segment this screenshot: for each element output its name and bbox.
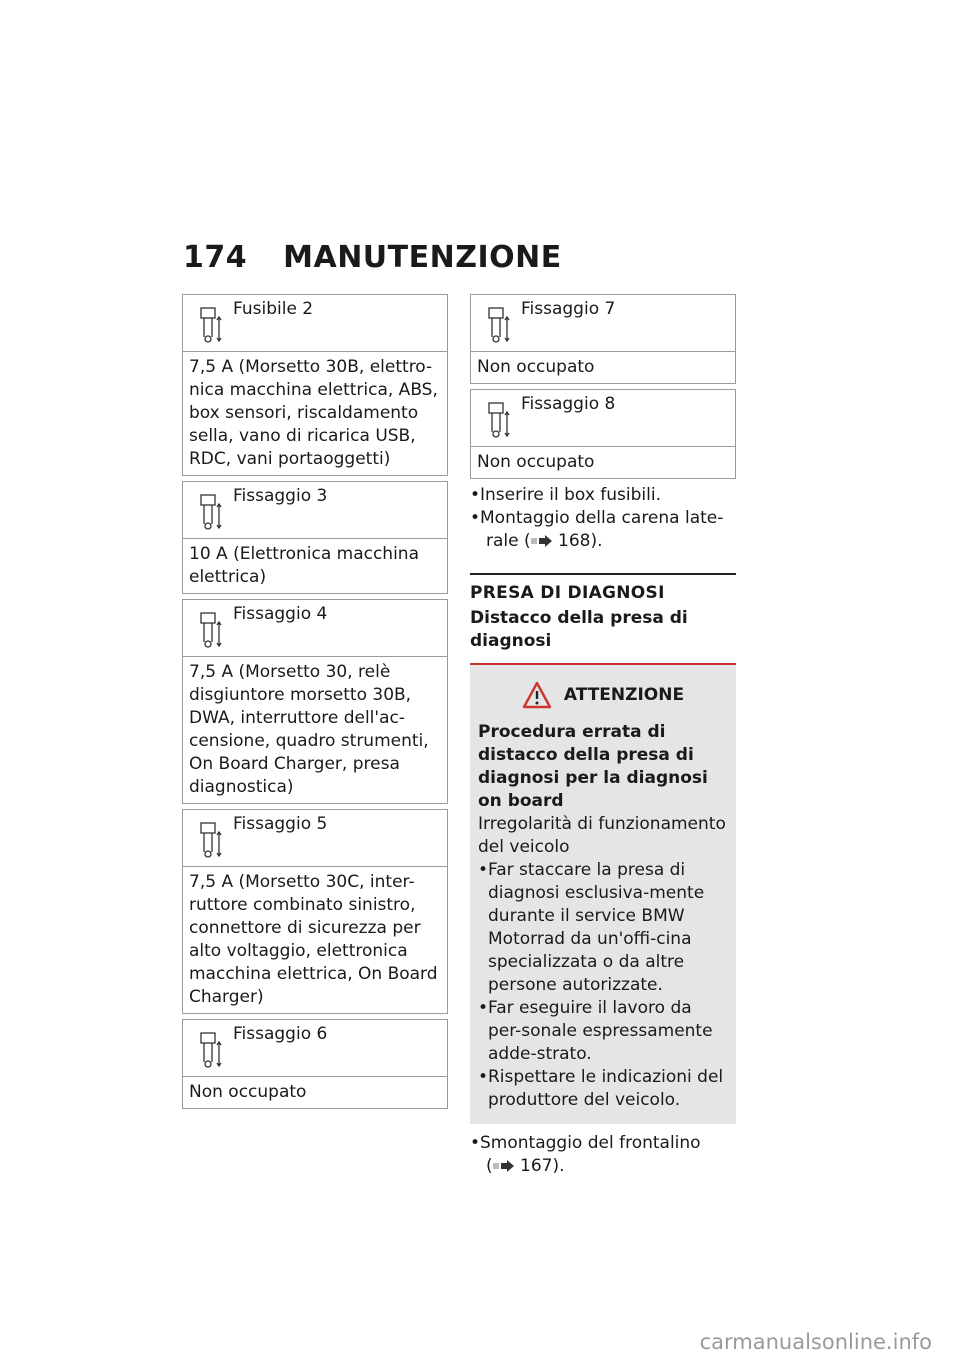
fuse-description: 7,5 A (Morsetto 30C, inter-ruttore combinato sinistro, connettore di sicurezza per alto voltaggio, elettronica macchina elettrica, On Board Charger) xyxy=(189,872,438,1007)
step-insert-fuse-box: • Inserire il box fusibili. xyxy=(470,485,661,505)
fuse-description: Non occupato xyxy=(477,357,595,377)
fuse-header xyxy=(183,810,447,867)
warning-list-item: • Rispettare le indicazioni del produttore del veicolo. xyxy=(478,1067,724,1110)
fuse-title: Fusibile 2 xyxy=(233,299,314,319)
fuse-icon xyxy=(485,307,511,345)
warning-consequence: Irregolarità di funzionamento del veicolo xyxy=(478,814,726,857)
left-column xyxy=(182,294,448,1114)
warning-header xyxy=(478,675,728,715)
section-subtitle: Distacco della presa di diagnosi xyxy=(470,608,688,651)
fuse-title: Fissaggio 7 xyxy=(521,299,616,319)
fuse-header xyxy=(183,295,447,352)
page-number: 174 xyxy=(183,240,248,275)
page-header xyxy=(183,240,562,275)
bullet-dot-icon: • xyxy=(470,1133,481,1153)
watermark: carmanualsonline.info xyxy=(699,1330,932,1354)
warning-list-item: • Far eseguire il lavoro da per-sonale espressamente adde-strato. xyxy=(478,998,713,1064)
page-reference[interactable]: 168). xyxy=(558,531,603,551)
fuse-box xyxy=(182,481,448,594)
fuse-description: 7,5 A (Morsetto 30, relè disgiuntore morsetto 30B, DWA, interruttore dell'ac-censione, quadro strumenti, On Board Charger, presa diagnostica) xyxy=(189,662,429,797)
fuse-title: Fissaggio 8 xyxy=(521,394,616,414)
fuse-title: Fissaggio 6 xyxy=(233,1024,328,1044)
fuse-icon xyxy=(197,1032,223,1070)
fuse-box xyxy=(470,294,736,384)
fuse-header xyxy=(183,600,447,657)
warning-label: ATTENZIONE xyxy=(563,685,685,705)
fuse-icon xyxy=(485,402,511,440)
fuse-icon xyxy=(197,612,223,650)
fuse-header xyxy=(471,390,735,447)
page-reference-arrow-icon xyxy=(493,1160,515,1172)
fuse-icon xyxy=(197,822,223,860)
fuse-description: 7,5 A (Morsetto 30B, elettro-nica macchina elettrica, ABS, box sensori, riscaldamento sella, vano di ricarica USB, RDC, vani portaoggetti) xyxy=(189,357,438,469)
fuse-description: 10 A (Elettronica macchina elettrica) xyxy=(189,544,419,587)
bullet-dot-icon: • xyxy=(470,485,481,505)
warning-box xyxy=(470,665,736,1124)
fuse-icon xyxy=(197,307,223,345)
fuse-header xyxy=(183,482,447,539)
right-column xyxy=(470,294,736,1178)
page-reference-arrow-icon xyxy=(531,535,553,547)
fuse-title: Fissaggio 5 xyxy=(233,814,328,834)
fuse-description: Non occupato xyxy=(477,452,595,472)
fuse-header xyxy=(471,295,735,352)
warning-triangle-icon xyxy=(522,681,552,709)
fuse-icon xyxy=(197,494,223,532)
section-divider xyxy=(470,573,736,575)
fuse-box xyxy=(182,599,448,804)
page-reference[interactable]: 167). xyxy=(520,1156,565,1176)
warning-list-item: • Far staccare la presa di diagnosi esclusiva-mente durante il service BMW Motorrad da un'offi-cina specializzata o da altre persone autorizzate. xyxy=(478,860,705,995)
warning-heading: Procedura errata di distacco della presa di diagnosi per la diagnosi on board xyxy=(478,722,708,811)
fuse-header xyxy=(183,1020,447,1077)
fuse-title: Fissaggio 3 xyxy=(233,486,328,506)
fuse-title: Fissaggio 4 xyxy=(233,604,328,624)
fuse-box xyxy=(470,389,736,479)
step-mount-fairing: • Montaggio della carena late- rale ( 168). xyxy=(470,508,724,551)
fuse-description: Non occupato xyxy=(189,1082,307,1102)
fuse-box xyxy=(182,809,448,1014)
bullet-dot-icon: • xyxy=(470,508,481,528)
page-title: MANUTENZIONE xyxy=(283,240,562,275)
fuse-box xyxy=(182,1019,448,1109)
section-title: PRESA DI DIAGNOSI xyxy=(470,583,665,603)
fuse-box xyxy=(182,294,448,476)
step-remove-front-panel: • Smontaggio del frontalino ( 167). xyxy=(470,1133,701,1176)
